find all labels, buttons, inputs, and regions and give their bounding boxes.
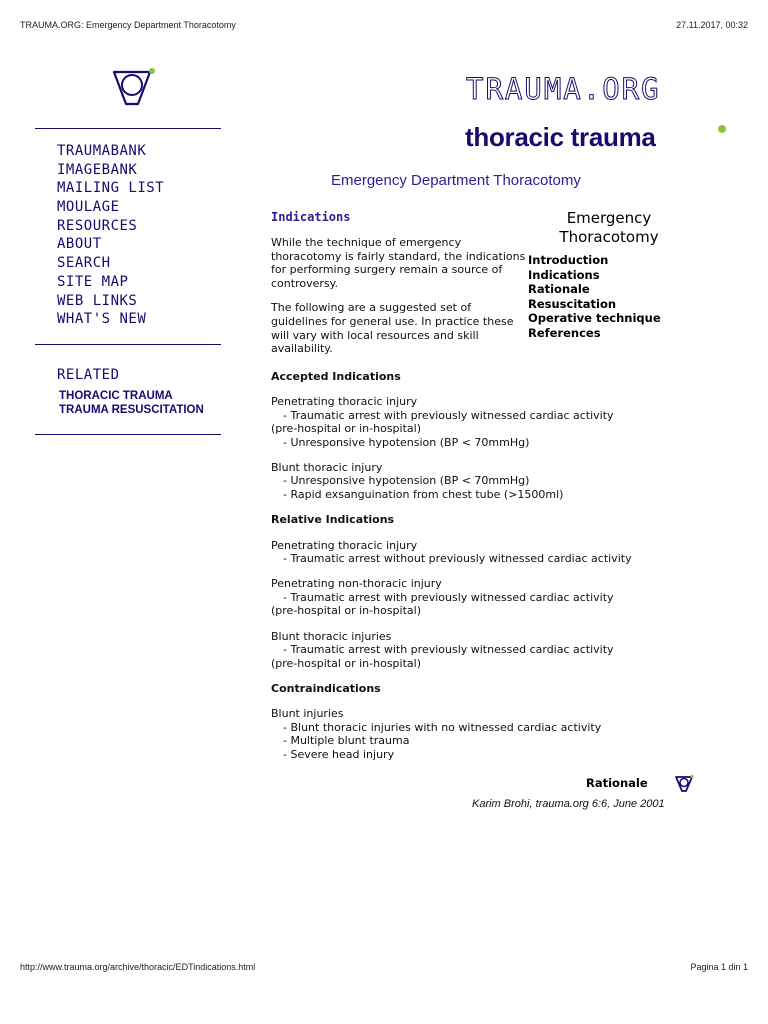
related-heading: RELATED <box>57 367 120 383</box>
toc-title-line: Thoracotomy <box>559 228 659 246</box>
related-link-trauma-resuscitation[interactable]: TRAUMA RESUSCITATION <box>59 404 204 416</box>
group-title: Penetrating thoracic injury <box>271 395 418 409</box>
trauma-org-logo-icon[interactable] <box>108 66 156 110</box>
main-nav <box>57 142 164 329</box>
accent-dot-icon <box>718 125 726 133</box>
nav-item-mailing-list[interactable]: MAILING LIST <box>57 180 165 197</box>
indication-line: - Traumatic arrest with previously witnessed cardiac activity <box>283 590 614 604</box>
toc-link-references[interactable]: References <box>528 325 601 340</box>
table-of-contents <box>528 209 688 340</box>
group-title: Penetrating non-thoracic injury <box>271 577 442 591</box>
nav-item-resources[interactable]: RESOURCES <box>57 217 138 234</box>
indication-line: - Severe head injury <box>283 747 395 761</box>
print-footer <box>20 962 748 972</box>
related-links <box>59 389 204 417</box>
trauma-org-wordmark[interactable]: TRAUMA.ORG <box>466 72 661 106</box>
nav-divider-middle <box>35 344 221 345</box>
print-header <box>20 20 748 30</box>
toc-link-operative-technique[interactable]: Operative technique <box>528 311 661 325</box>
group-title: Blunt thoracic injuries <box>271 629 392 643</box>
intro-paragraph: The following are a suggested set of guidelines for general use. In practice these will vary with local resources and skill availability. <box>271 301 514 356</box>
indication-group <box>271 539 701 566</box>
page-title: Emergency Department Thoracotomy <box>331 172 581 189</box>
indication-group <box>271 461 701 501</box>
intro-text <box>271 236 526 367</box>
print-header-title: TRAUMA.ORG: Emergency Department Thoracotomy <box>20 20 236 30</box>
indication-line: (pre-hospital or in-hospital) <box>271 422 421 436</box>
toc-link-introduction[interactable]: Introduction <box>528 253 609 267</box>
indication-line: (pre-hospital or in-hospital) <box>271 656 421 670</box>
related-link-thoracic-trauma[interactable]: THORACIC TRAUMA <box>59 390 173 402</box>
author-credit: Karim Brohi, trauma.org 6:6, June 2001 <box>472 798 665 810</box>
indication-line: - Multiple blunt trauma <box>283 734 410 748</box>
indication-line: - Unresponsive hypotension (BP < 70mmHg) <box>283 474 530 488</box>
group-title: Blunt injuries <box>271 707 344 721</box>
nav-divider-bottom <box>35 434 221 435</box>
nav-item-about[interactable]: ABOUT <box>57 236 102 253</box>
indication-group <box>271 707 701 761</box>
accepted-indications-heading: Accepted Indications <box>271 370 401 383</box>
indication-line: - Rapid exsanguination from chest tube (>1500ml) <box>283 487 564 501</box>
group-title: Penetrating thoracic injury <box>271 538 418 552</box>
indication-line: - Traumatic arrest without previously witnessed cardiac activity <box>283 552 632 566</box>
next-rationale-link[interactable]: Rationale <box>586 776 648 790</box>
nav-divider-top <box>35 128 221 129</box>
print-footer-page: Pagina 1 din 1 <box>690 962 748 972</box>
nav-item-moulage[interactable]: MOULAGE <box>57 199 120 216</box>
nav-item-whats-new[interactable]: WHAT'S NEW <box>57 311 147 328</box>
nav-item-search[interactable]: SEARCH <box>57 255 111 272</box>
toc-link-rationale[interactable]: Rationale <box>528 282 590 296</box>
indication-group <box>271 395 701 449</box>
group-title: Blunt thoracic injury <box>271 461 383 475</box>
indication-line: - Traumatic arrest with previously witnessed cardiac activity <box>283 643 614 657</box>
contraindications-heading: Contraindications <box>271 681 381 695</box>
down-triangle-icon[interactable] <box>674 774 694 794</box>
indication-line: - Unresponsive hypotension (BP < 70mmHg) <box>283 435 530 449</box>
print-footer-url[interactable]: http://www.trauma.org/archive/thoracic/EDTindications.html <box>20 962 256 972</box>
nav-item-web-links[interactable]: WEB LINKS <box>57 292 138 309</box>
nav-item-site-map[interactable]: SITE MAP <box>57 273 129 290</box>
intro-paragraph: While the technique of emergency thoracotomy is fairly standard, the indications for performing surgery remain a source of controversy. <box>271 236 526 290</box>
toc-list <box>528 253 688 340</box>
relative-indications-heading: Relative Indications <box>271 513 395 527</box>
toc-title <box>528 209 688 247</box>
print-header-datetime: 27.11.2017, 00:32 <box>676 20 748 30</box>
indication-line: - Blunt thoracic injuries with no witnessed cardiac activity <box>283 720 602 734</box>
toc-link-resuscitation[interactable]: Resuscitation <box>528 296 617 311</box>
indications-body <box>271 370 701 773</box>
toc-link-indications[interactable]: Indications <box>528 267 600 282</box>
nav-item-traumabank[interactable]: TRAUMABANK <box>57 143 147 159</box>
indication-line: - Traumatic arrest with previously witnessed cardiac activity <box>283 408 614 422</box>
indication-group <box>271 630 701 670</box>
section-banner: thoracic trauma <box>465 122 656 152</box>
indication-line: (pre-hospital or in-hospital) <box>271 604 421 618</box>
indication-group <box>271 577 701 617</box>
section-heading: Indications <box>271 210 351 224</box>
toc-title-line: Emergency <box>566 209 652 227</box>
nav-item-imagebank[interactable]: IMAGEBANK <box>57 161 138 178</box>
